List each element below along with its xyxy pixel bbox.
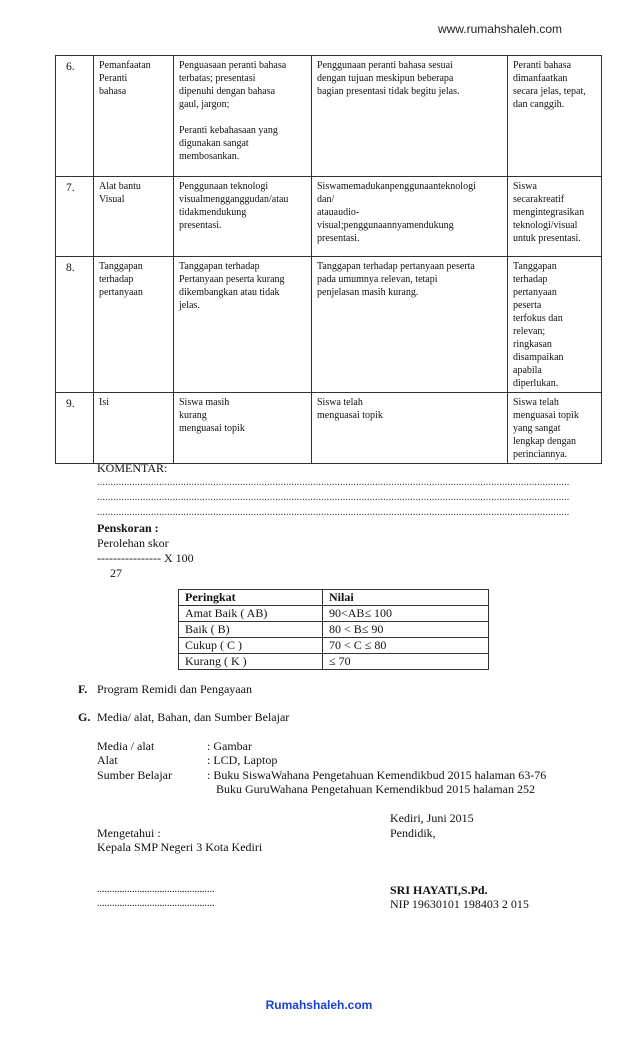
grade-table	[178, 589, 489, 670]
cell-line: perinciannya.	[513, 449, 568, 460]
cell-line: Penggunaan teknologi	[179, 181, 269, 192]
cell-line: terhadap	[513, 274, 548, 285]
cell-spacer	[179, 111, 306, 124]
cell-line: pertanyaan	[513, 287, 557, 298]
rubric-cell-aspect	[94, 177, 174, 257]
cell-line: Tanggapan terhadap	[179, 261, 260, 272]
komentar-line-3: ...............................................................................................................................................................................	[97, 507, 570, 518]
cell-line: lengkap dengan	[513, 436, 577, 447]
sumber-value-2: Buku GuruWahana Pengetahuan Kemendikbud 2015 halaman 252	[216, 782, 535, 796]
cell-line: Tanggapan	[99, 261, 143, 272]
rubric-cell-c2	[312, 177, 508, 257]
cell-line: dan canggih.	[513, 99, 565, 110]
cell-line: dengan tujuan meskipun beberapa	[317, 73, 454, 84]
grade-row	[179, 606, 489, 622]
cell-line: Siswa telah	[317, 397, 363, 408]
cell-line: visual;penggunaannyamendukung	[317, 220, 454, 231]
rubric-cell-c2	[312, 56, 508, 177]
alat-label: Alat	[97, 753, 118, 767]
rubric-number: 6.	[56, 56, 94, 177]
rubric-cell-c1	[174, 177, 312, 257]
grade-range: 90<AB≤ 100	[323, 606, 489, 622]
rubric-number: 8.	[56, 257, 94, 393]
grade-header-cell: Peringkat	[179, 590, 323, 606]
cell-line: Peranti bahasa	[513, 60, 572, 71]
cell-line: dan/	[317, 194, 335, 205]
cell-line: Peranti kebahasaan yang	[179, 125, 278, 136]
teacher-name: SRI HAYATI,S.Pd.	[390, 883, 488, 897]
cell-line: disampaikan	[513, 352, 564, 363]
cell-line: secara jelas, tepat,	[513, 86, 586, 97]
rubric-cell-c3	[508, 177, 602, 257]
cell-line: teknologi/visual	[513, 220, 578, 231]
cell-line: peserta	[513, 300, 542, 311]
rubric-cell-c3	[508, 56, 602, 177]
cell-line: mengintegrasikan	[513, 207, 585, 218]
rubric-cell-aspect	[94, 56, 174, 177]
cell-line: tidakmendukung	[179, 207, 247, 218]
cell-line: visualmengganggudan/atau	[179, 194, 289, 205]
penskoran-title: Penskoran :	[97, 521, 159, 535]
cell-line: digunakan sangat	[179, 138, 249, 149]
teacher-nip: NIP 19630101 198403 2 015	[390, 897, 529, 911]
cell-line: Isi	[99, 397, 109, 408]
alat-value: : LCD, Laptop	[207, 753, 278, 767]
grade-label: Amat Baik ( AB)	[179, 606, 323, 622]
cell-line: menguasai topik	[513, 410, 579, 421]
cell-line: Tanggapan terhadap pertanyaan peserta	[317, 261, 475, 272]
rubric-cell-c3	[508, 257, 602, 393]
cell-line: pada umumnya relevan, tetapi	[317, 274, 438, 285]
cell-line: untuk presentasi.	[513, 233, 581, 244]
media-value: : Gambar	[207, 739, 252, 753]
cell-line: dimanfaatkan	[513, 73, 568, 84]
cell-line: kurang	[179, 410, 207, 421]
grade-header-cell: Nilai	[323, 590, 489, 606]
rubric-cell-c1	[174, 393, 312, 464]
penskoran-line-1: Perolehan skor	[97, 536, 169, 550]
signature-dots-1: ...............................................	[97, 884, 215, 895]
cell-line: terhadap	[99, 274, 134, 285]
cell-line: presentasi.	[317, 233, 360, 244]
grade-label: Kurang ( K )	[179, 654, 323, 670]
rubric-row	[56, 56, 602, 177]
cell-line: membosankan.	[179, 151, 240, 162]
cell-line: apabila	[513, 365, 542, 376]
grade-label: Baik ( B)	[179, 622, 323, 638]
cell-line: dipenuhi dengan bahasa	[179, 86, 276, 97]
section-g-letter: G.	[78, 710, 91, 724]
cell-line: Peranti	[99, 73, 128, 84]
grade-range: 70 < C ≤ 80	[323, 638, 489, 654]
cell-line: Pemanfaatan	[99, 60, 151, 71]
section-g-title: Media/ alat, Bahan, dan Sumber Belajar	[97, 710, 290, 724]
cell-line: presentasi.	[179, 220, 222, 231]
cell-line: terfokus dan	[513, 313, 563, 324]
pendidik-label: Pendidik,	[390, 826, 436, 840]
mengetahui-label: Mengetahui :	[97, 826, 161, 840]
place-date: Kediri, Juni 2015	[390, 811, 474, 825]
cell-line: bahasa	[99, 86, 127, 97]
cell-line: menguasai topik	[179, 423, 245, 434]
rubric-cell-c1	[174, 56, 312, 177]
rubric-cell-c2	[312, 257, 508, 393]
rubric-cell-aspect	[94, 393, 174, 464]
cell-line: atauaudio-	[317, 207, 360, 218]
komentar-label: KOMENTAR:	[97, 461, 168, 475]
cell-line: secarakreatif	[513, 194, 565, 205]
rubric-table	[55, 55, 602, 464]
cell-line: penjelasan masih kurang.	[317, 287, 419, 298]
cell-line: Visual	[99, 194, 125, 205]
footer-brand[interactable]: Rumahshaleh.com	[265, 998, 373, 1012]
cell-line: jelas.	[179, 300, 200, 311]
grade-header-row	[179, 590, 489, 606]
cell-line: terbatas; presentasi	[179, 73, 256, 84]
cell-line: Siswamemadukanpenggunaanteknologi	[317, 181, 476, 192]
rubric-cell-c3	[508, 393, 602, 464]
rubric-row	[56, 177, 602, 257]
cell-line: Siswa	[513, 181, 537, 192]
cell-line: gaul, jargon;	[179, 99, 230, 110]
cell-line: diperlukan.	[513, 378, 559, 389]
kepala-sekolah-label: Kepala SMP Negeri 3 Kota Kediri	[97, 840, 263, 854]
cell-line: Penggunaan peranti bahasa sesuai	[317, 60, 453, 71]
header-website: www.rumahshaleh.com	[437, 22, 562, 36]
grade-range: ≤ 70	[323, 654, 489, 670]
rubric-cell-aspect	[94, 257, 174, 393]
cell-line: Pertanyaan peserta kurang	[179, 274, 285, 285]
komentar-line-1: ...............................................................................................................................................................................	[97, 477, 570, 488]
grade-label: Cukup ( C )	[179, 638, 323, 654]
cell-line: menguasai topik	[317, 410, 383, 421]
cell-line: relevan;	[513, 326, 546, 337]
rubric-cell-c2	[312, 393, 508, 464]
section-f-letter: F.	[78, 682, 88, 696]
grade-row	[179, 638, 489, 654]
grade-row	[179, 622, 489, 638]
cell-line: ringkasan	[513, 339, 552, 350]
cell-line: bagian presentasi tidak begitu jelas.	[317, 86, 460, 97]
grade-row	[179, 654, 489, 670]
cell-line: Alat bantu	[99, 181, 141, 192]
rubric-row	[56, 393, 602, 464]
penskoran-line-3: 27	[110, 566, 122, 580]
komentar-line-2: ...............................................................................................................................................................................	[97, 492, 570, 503]
rubric-row	[56, 257, 602, 393]
media-label: Media / alat	[97, 739, 155, 753]
cell-line: Penguasaan peranti bahasa	[179, 60, 287, 71]
cell-line: Siswa masih	[179, 397, 230, 408]
cell-line: dikembangkan atau tidak	[179, 287, 280, 298]
sumber-label: Sumber Belajar	[97, 768, 172, 782]
penskoran-line-2: ---------------- X 100	[97, 551, 194, 565]
grade-range: 80 < B≤ 90	[323, 622, 489, 638]
rubric-number: 7.	[56, 177, 94, 257]
signature-dots-2: ...............................................	[97, 898, 215, 909]
cell-line: Tanggapan	[513, 261, 557, 272]
cell-line: yang sangat	[513, 423, 561, 434]
rubric-number: 9.	[56, 393, 94, 464]
section-f-title: Program Remidi dan Pengayaan	[97, 682, 252, 696]
cell-line: pertanyaan	[99, 287, 143, 298]
rubric-cell-c1	[174, 257, 312, 393]
sumber-value-1: : Buku SiswaWahana Pengetahuan Kemendikbud 2015 halaman 63-76	[207, 768, 547, 782]
cell-line: Siswa telah	[513, 397, 559, 408]
